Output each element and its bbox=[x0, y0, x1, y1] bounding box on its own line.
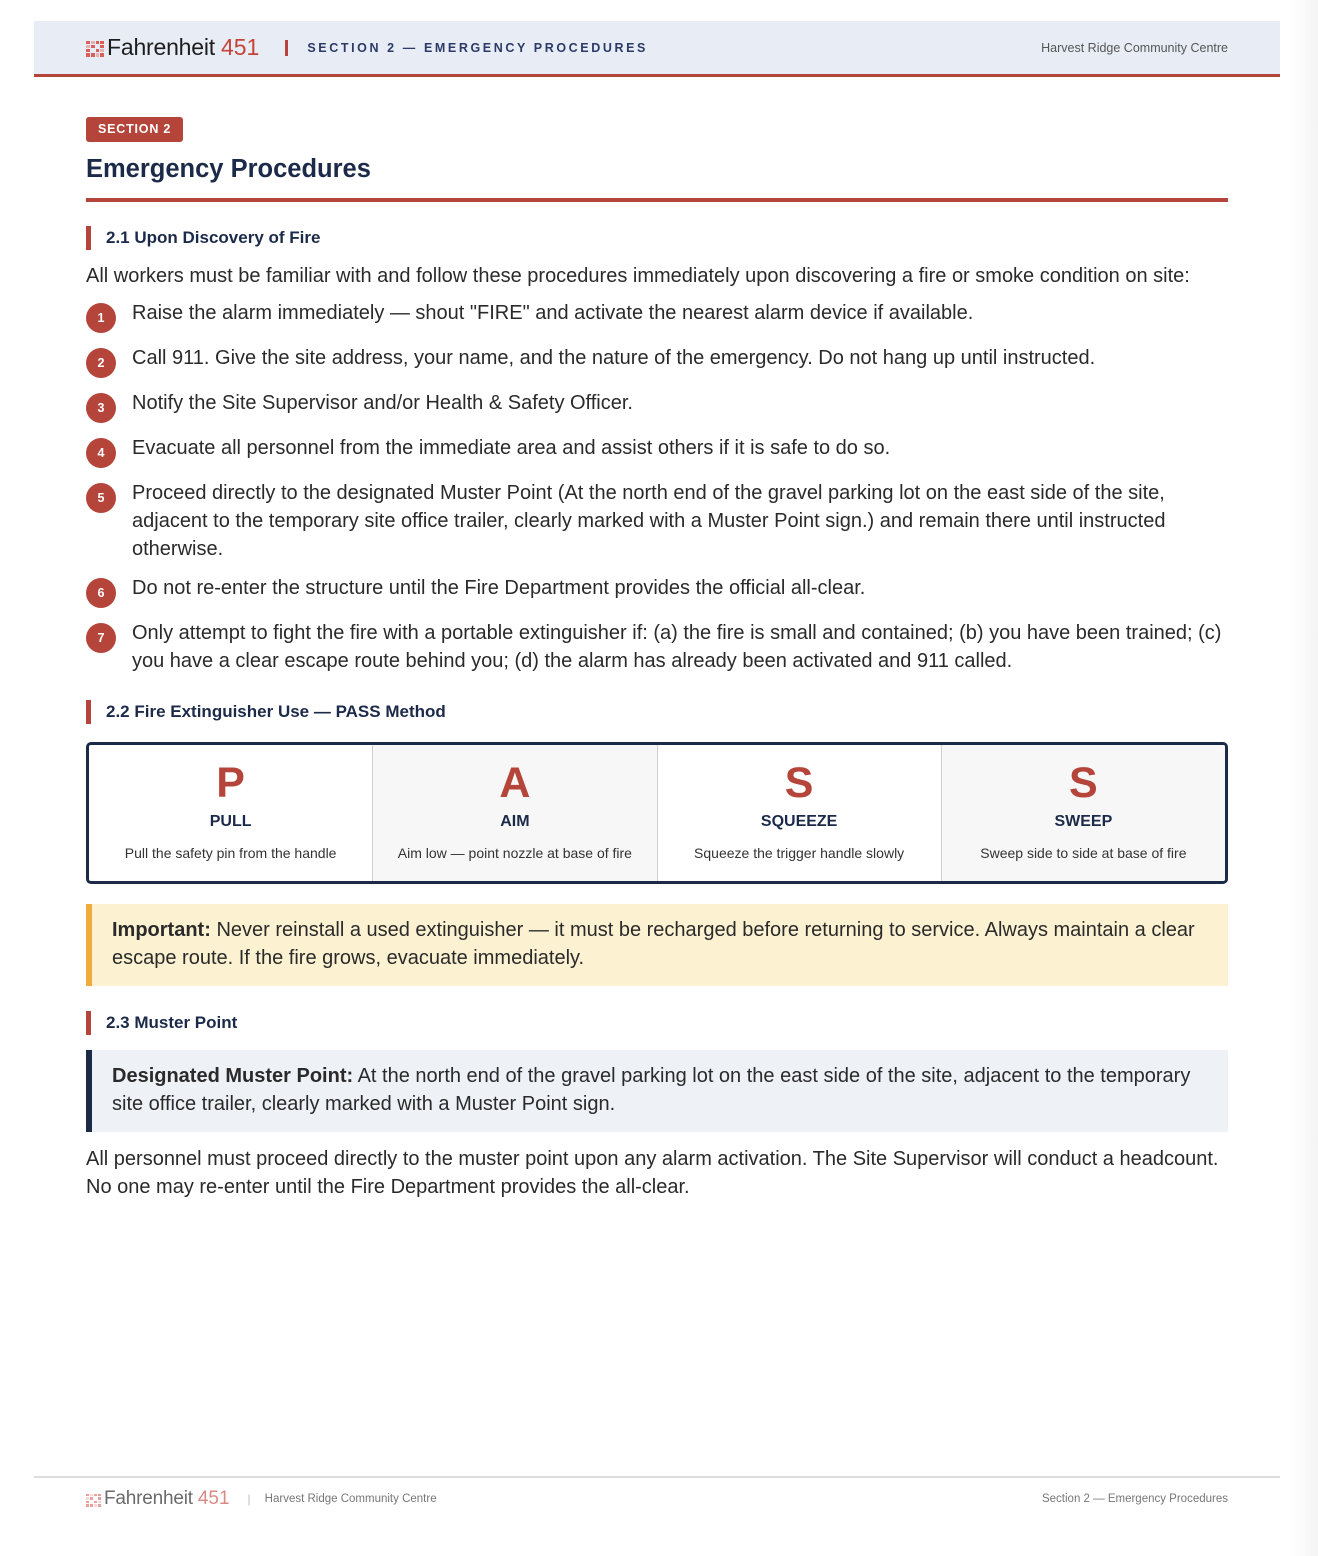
pass-description: Squeeze the trigger handle slowly bbox=[694, 845, 905, 861]
step-text: Do not re-enter the structure until the Fire Department provides the official all-clear. bbox=[132, 577, 866, 599]
procedure-step bbox=[86, 434, 1228, 468]
pass-description: Aim low — point nozzle at base of fire bbox=[397, 845, 632, 861]
brand-number: 451 bbox=[220, 34, 260, 60]
subsection-heading-muster bbox=[86, 1011, 1228, 1035]
footer-brand-number: 451 bbox=[197, 1488, 230, 1509]
muster-point-callout bbox=[86, 1050, 1228, 1132]
pass-description: Pull the safety pin from the handle bbox=[124, 845, 337, 861]
pass-letter: P bbox=[216, 759, 245, 807]
step-number-badge: 1 bbox=[86, 303, 116, 333]
step-text: Proceed directly to the designated Muster Point (At the north end of the gravel parking lot on the east side of the site, adjacent to the temporary site office trailer, clearly marked with a Muster Point sign.) and remain there until instructed otherwise. bbox=[132, 482, 1166, 560]
muster-closing-paragraph: All personnel must proceed directly to the muster point upon any alarm activation. The Site Supervisor will conduct a headcount. No one may re-enter until the Fire Department provides the all-clear. bbox=[86, 1148, 1219, 1198]
procedure-step bbox=[86, 619, 1228, 675]
step-text: Notify the Site Supervisor and/or Health & Safety Officer. bbox=[132, 392, 633, 414]
step-number-badge: 4 bbox=[86, 438, 116, 468]
muster-label: Designated Muster Point: bbox=[112, 1065, 354, 1087]
procedure-step bbox=[86, 574, 1228, 608]
brand-name: Fahrenheit bbox=[107, 34, 215, 60]
pass-word: AIM bbox=[500, 813, 530, 830]
discovery-intro: All workers must be familiar with and follow these procedures immediately upon discovering a fire or smoke condition on site: bbox=[86, 265, 1190, 287]
footer-brand-logo bbox=[86, 1488, 230, 1510]
pass-step-aim bbox=[373, 745, 657, 881]
pass-method-table bbox=[86, 742, 1228, 884]
pass-letter: S bbox=[784, 759, 814, 807]
page-title: Emergency Procedures bbox=[86, 155, 1228, 202]
important-callout bbox=[86, 904, 1228, 986]
important-text: Never reinstall a used extinguisher — it must be recharged before returning to service. Always maintain a clear escape route. If the fire grows, evacuate immediately. bbox=[112, 919, 1195, 969]
step-number-badge: 5 bbox=[86, 483, 116, 513]
step-text: Call 911. Give the site address, your name, and the nature of the emergency. Do not hang up until instructed. bbox=[132, 347, 1096, 369]
subsection-title: 2.2 Fire Extinguisher Use — PASS Method bbox=[106, 702, 446, 721]
procedure-step bbox=[86, 389, 1228, 423]
heading-accent-bar bbox=[86, 700, 91, 724]
footer-brand-name: Fahrenheit bbox=[104, 1488, 193, 1509]
footer-divider: | bbox=[247, 1492, 251, 1506]
subsection-heading-discovery bbox=[86, 226, 1228, 250]
heading-accent-bar bbox=[86, 1011, 91, 1035]
important-label: Important: bbox=[112, 919, 211, 941]
procedure-step bbox=[86, 479, 1228, 563]
page-header bbox=[34, 21, 1280, 77]
step-number-badge: 7 bbox=[86, 623, 116, 653]
section-badge: SECTION 2 bbox=[86, 117, 183, 142]
heading-accent-bar bbox=[86, 226, 91, 250]
header-section-label: SECTION 2 — EMERGENCY PROCEDURES bbox=[307, 40, 648, 55]
main-content bbox=[86, 117, 1228, 1201]
pass-letter: S bbox=[1069, 759, 1098, 807]
pass-description: Sweep side to side at base of fire bbox=[980, 845, 1187, 861]
document-page bbox=[34, 21, 1280, 1541]
page-footer bbox=[34, 1476, 1280, 1510]
subsection-title: 2.3 Muster Point bbox=[106, 1013, 238, 1032]
procedure-step bbox=[86, 344, 1228, 378]
pass-word: PULL bbox=[209, 813, 252, 830]
procedure-steps-list bbox=[86, 299, 1228, 675]
footer-organization: Harvest Ridge Community Centre bbox=[264, 1493, 437, 1505]
pass-word: SWEEP bbox=[1054, 813, 1113, 830]
subsection-heading-pass bbox=[86, 700, 1228, 724]
procedure-step bbox=[86, 299, 1228, 333]
step-text: Raise the alarm immediately — shout "FIRE" and activate the nearest alarm device if available. bbox=[132, 302, 974, 324]
muster-text: At the north end of the gravel parking lot on the east side of the site, adjacent to the temporary site office trailer, clearly marked with a Muster Point sign. bbox=[112, 1065, 1191, 1115]
pass-step-pull bbox=[89, 745, 373, 881]
step-number-badge: 6 bbox=[86, 578, 116, 608]
header-organization: Harvest Ridge Community Centre bbox=[1041, 40, 1228, 55]
header-divider bbox=[285, 40, 288, 56]
pass-letter: A bbox=[499, 759, 531, 807]
fahrenheit-pixel-logo-icon bbox=[86, 41, 104, 57]
step-text: Evacuate all personnel from the immediate area and assist others if it is safe to do so. bbox=[132, 437, 891, 459]
brand-logo bbox=[86, 34, 259, 61]
step-number-badge: 3 bbox=[86, 393, 116, 423]
pass-word: SQUEEZE bbox=[760, 813, 838, 830]
step-text: Only attempt to fight the fire with a portable extinguisher if: (a) the fire is small and contained; (b) you have been trained; (c) you have a clear escape route behind you; (d) the alarm has already been activated and 911 called. bbox=[132, 622, 1222, 672]
pass-step-squeeze bbox=[658, 745, 942, 881]
pass-step-sweep bbox=[942, 745, 1225, 881]
step-number-badge: 2 bbox=[86, 348, 116, 378]
footer-section-label: Section 2 — Emergency Procedures bbox=[1041, 1493, 1228, 1505]
fahrenheit-pixel-logo-icon bbox=[86, 1494, 101, 1507]
subsection-title: 2.1 Upon Discovery of Fire bbox=[106, 228, 321, 247]
